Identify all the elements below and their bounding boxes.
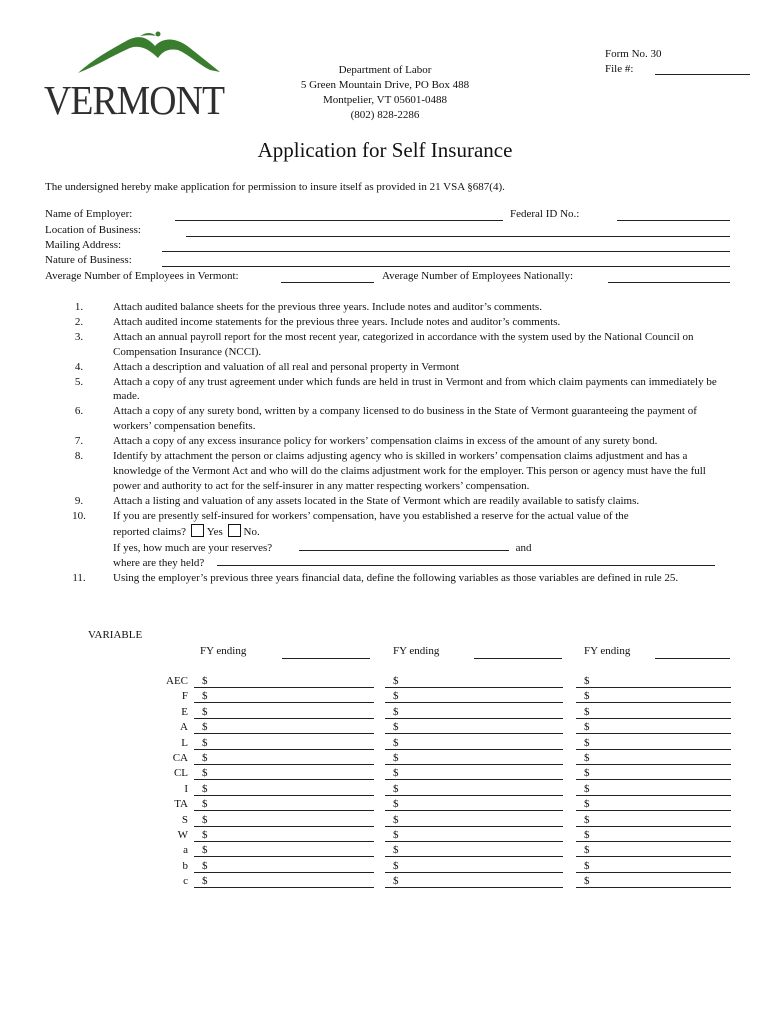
dollar-sign: $: [584, 813, 590, 826]
dollar-sign: $: [584, 875, 590, 888]
nature-label: Nature of Business:: [45, 254, 132, 266]
dollar-sign: $: [393, 813, 399, 826]
reserves-location-field[interactable]: [217, 555, 715, 566]
form-number: Form No. 30: [605, 48, 662, 60]
dollar-sign: $: [584, 767, 590, 780]
instructions-list: [45, 300, 735, 586]
amount-field-I-fy2[interactable]: [385, 795, 563, 796]
yes-label: Yes: [206, 525, 223, 538]
dollar-sign: $: [202, 767, 208, 780]
amount-field-b-fy1[interactable]: [194, 872, 374, 873]
dollar-sign: $: [584, 782, 590, 795]
dollar-sign: $: [393, 798, 399, 811]
dollar-sign: $: [393, 721, 399, 734]
department-address: [270, 63, 500, 123]
department-phone: (802) 828-2286: [350, 109, 420, 121]
amount-field-a-fy1[interactable]: [194, 856, 374, 857]
dollar-sign: $: [202, 736, 208, 749]
amount-field-CA-fy1[interactable]: [194, 764, 374, 765]
amount-field-A-fy3[interactable]: [576, 733, 731, 734]
variable-label-F: F: [181, 690, 188, 703]
amount-field-a-fy3[interactable]: [576, 856, 731, 857]
amount-field-L-fy2[interactable]: [385, 749, 563, 750]
list-item: 2. Attach audited income statements for the previous three years. Include notes and auditor’s comments.: [74, 315, 561, 328]
amount-field-A-fy2[interactable]: [385, 733, 563, 734]
employer-field[interactable]: [175, 220, 503, 221]
variable-label-A: A: [180, 721, 188, 734]
dollar-sign: $: [584, 690, 590, 703]
amount-field-a-fy2[interactable]: [385, 856, 563, 857]
dollar-sign: $: [202, 798, 208, 811]
dollar-sign: $: [202, 721, 208, 734]
avg-vermont-label: Average Number of Employees in Vermont:: [45, 270, 239, 282]
fy-ending-field-3[interactable]: [655, 658, 730, 659]
dollar-sign: $: [584, 844, 590, 857]
variable-label-AEC: AEC: [166, 675, 188, 687]
variable-label-S: S: [181, 813, 188, 826]
amount-field-F-fy2[interactable]: [385, 702, 563, 703]
amount-field-W-fy2[interactable]: [385, 841, 563, 842]
amount-field-CL-fy2[interactable]: [385, 779, 563, 780]
fy-ending-label-1: FY ending: [200, 645, 247, 657]
department-street: 5 Green Mountain Drive, PO Box 488: [300, 79, 470, 91]
fy-ending-label-3: FY ending: [584, 645, 631, 657]
variable-label-CA: CA: [172, 752, 188, 764]
dollar-sign: $: [202, 675, 208, 687]
amount-field-CL-fy1[interactable]: [194, 779, 374, 780]
list-item: 5. Attach a copy of any trust agreement under which funds are held in trust in Vermont and from which claim payments can immediately be made.: [74, 375, 717, 403]
list-item: 4. Attach a description and valuation of all real and personal property in Vermont: [74, 360, 460, 373]
list-item: 6. Attach a copy of any surety bond, written by a company licensed to do business in the State of Vermont guaranteeing the payment of workers’ compensation benefits.: [74, 405, 697, 433]
dollar-sign: $: [393, 705, 399, 718]
amount-field-AEC-fy2[interactable]: [385, 687, 563, 688]
amount-field-I-fy1[interactable]: [194, 795, 374, 796]
dollar-sign: $: [584, 829, 590, 841]
amount-field-W-fy3[interactable]: [576, 841, 731, 842]
dollar-sign: $: [584, 736, 590, 749]
file-label: File #:: [605, 63, 634, 75]
dollar-sign: $: [202, 690, 208, 703]
variable-label-CL: CL: [173, 767, 188, 780]
amount-field-A-fy1[interactable]: [194, 733, 374, 734]
avg-national-label: Average Number of Employees Nationally:: [382, 270, 574, 282]
dollar-sign: $: [584, 721, 590, 734]
amount-field-E-fy2[interactable]: [385, 718, 563, 719]
form-number-block: [605, 47, 662, 77]
list-item: 1. Attach audited balance sheets for the previous three years. Include notes and auditor’s comments.: [74, 301, 542, 313]
dollar-sign: $: [393, 767, 399, 780]
amount-field-W-fy1[interactable]: [194, 841, 374, 842]
no-checkbox[interactable]: [228, 524, 241, 537]
amount-field-E-fy3[interactable]: [576, 718, 731, 719]
intro-text: The undersigned hereby make application for permission to insure itself as provided in 21 VSA §687(4).: [45, 181, 505, 193]
amount-field-E-fy1[interactable]: [194, 718, 374, 719]
dollar-sign: $: [584, 859, 590, 872]
list-item: 9. Attach a listing and valuation of any assets located in the State of Vermont which are readily available to satisfy claims.: [74, 494, 640, 507]
dollar-sign: $: [202, 752, 208, 764]
department-city: Montpelier, VT 05601-0488: [322, 94, 448, 106]
list-item-10: 10. If you are presently self-insured for workers’ compensation, have you established a reserve for the actual value of the reported claims? Yes No. If yes, how much are your reserves? and where are they held?: [45, 509, 735, 572]
dollar-sign: $: [202, 782, 208, 795]
dollar-sign: $: [584, 705, 590, 718]
dollar-sign: $: [202, 844, 208, 857]
page-title: Application for Self Insurance: [257, 138, 513, 162]
variable-label-W: W: [177, 829, 188, 841]
amount-field-F-fy1[interactable]: [194, 702, 374, 703]
avg-national-field[interactable]: [608, 282, 730, 283]
amount-field-S-fy2[interactable]: [385, 826, 563, 827]
dollar-sign: $: [584, 798, 590, 811]
fy-ending-field-2[interactable]: [474, 658, 562, 659]
dollar-sign: $: [202, 705, 208, 718]
variable-label-I: I: [184, 782, 188, 795]
federal-id-field[interactable]: [617, 220, 730, 221]
variable-label-L: L: [181, 736, 188, 749]
department-name: Department of Labor: [338, 64, 432, 76]
avg-vermont-field[interactable]: [281, 282, 374, 283]
variable-header: VARIABLE: [88, 629, 143, 641]
location-label: Location of Business:: [45, 224, 141, 236]
amount-field-CL-fy3[interactable]: [576, 779, 731, 780]
list-item-11: 11. Using the employer’s previous three years financial data, define the following variables as those variables are defined in rule 25.: [72, 572, 679, 585]
dollar-sign: $: [584, 675, 590, 687]
amount-field-CA-fy2[interactable]: [385, 764, 563, 765]
amount-field-TA-fy2[interactable]: [385, 810, 563, 811]
amount-field-b-fy2[interactable]: [385, 872, 563, 873]
variable-label-b: b: [182, 859, 188, 872]
amount-field-F-fy3[interactable]: [576, 702, 731, 703]
dollar-sign: $: [393, 690, 399, 703]
yes-checkbox[interactable]: [191, 524, 204, 537]
amount-field-c-fy1[interactable]: [194, 887, 374, 888]
amount-field-TA-fy3[interactable]: [576, 810, 731, 811]
federal-id-label: Federal ID No.:: [510, 208, 580, 220]
employer-label: Name of Employer:: [45, 208, 133, 220]
amount-field-L-fy3[interactable]: [576, 749, 731, 750]
dollar-sign: $: [393, 829, 399, 841]
dollar-sign: $: [202, 859, 208, 872]
amount-field-CA-fy3[interactable]: [576, 764, 731, 765]
dollar-sign: $: [393, 859, 399, 872]
list-item: 8. Identify by attachment the person or claims adjusting agency who is skilled in workers’ compensation claims adjustment and has a knowledge of the Vermont Act and who will do the claims adjustment work for the employer. This person or agency must have the full power and authority to act for the self-insurer in any matter respecting workers’ compensation.: [74, 450, 706, 492]
amount-field-AEC-fy3[interactable]: [576, 687, 731, 688]
amount-field-AEC-fy1[interactable]: [194, 687, 374, 688]
logo-wordmark: VERMONT: [44, 77, 225, 123]
no-label: No.: [243, 525, 260, 538]
fy-ending-label-2: FY ending: [393, 645, 440, 657]
dollar-sign: $: [393, 736, 399, 749]
list-item: 3. Attach an annual payroll report for the most recent year, categorized in accordance with the system used by the National Council on Compensation Insurance (NCCI).: [74, 330, 694, 358]
variable-label-E: E: [181, 705, 188, 718]
dollar-sign: $: [393, 844, 399, 857]
fy-ending-field-1[interactable]: [282, 658, 370, 659]
amount-field-S-fy3[interactable]: [576, 826, 731, 827]
reserves-amount-field[interactable]: [299, 540, 509, 551]
amount-field-c-fy2[interactable]: [385, 887, 563, 888]
amount-field-c-fy3[interactable]: [576, 887, 731, 888]
dollar-sign: $: [393, 875, 399, 888]
amount-field-S-fy1[interactable]: [194, 826, 374, 827]
dollar-sign: $: [584, 752, 590, 764]
amount-field-TA-fy1[interactable]: [194, 810, 374, 811]
amount-field-L-fy1[interactable]: [194, 749, 374, 750]
mailing-field[interactable]: [162, 251, 730, 252]
file-number-field[interactable]: [655, 74, 750, 75]
variable-label-a: a: [183, 844, 188, 857]
variable-label-TA: TA: [174, 798, 188, 811]
dollar-sign: $: [202, 829, 208, 841]
variable-label-c: c: [183, 875, 188, 888]
dollar-sign: $: [393, 675, 399, 687]
location-field[interactable]: [186, 236, 730, 237]
dollar-sign: $: [202, 813, 208, 826]
dollar-sign: $: [393, 782, 399, 795]
mailing-label: Mailing Address:: [45, 239, 122, 251]
amount-field-I-fy3[interactable]: [576, 795, 731, 796]
nature-field[interactable]: [162, 266, 730, 267]
dollar-sign: $: [393, 752, 399, 764]
dollar-sign: $: [202, 875, 208, 888]
amount-field-b-fy3[interactable]: [576, 872, 731, 873]
list-item: 7. Attach a copy of any excess insurance policy for workers’ compensation claims in excess of the amount of any surety bond.: [74, 435, 658, 448]
